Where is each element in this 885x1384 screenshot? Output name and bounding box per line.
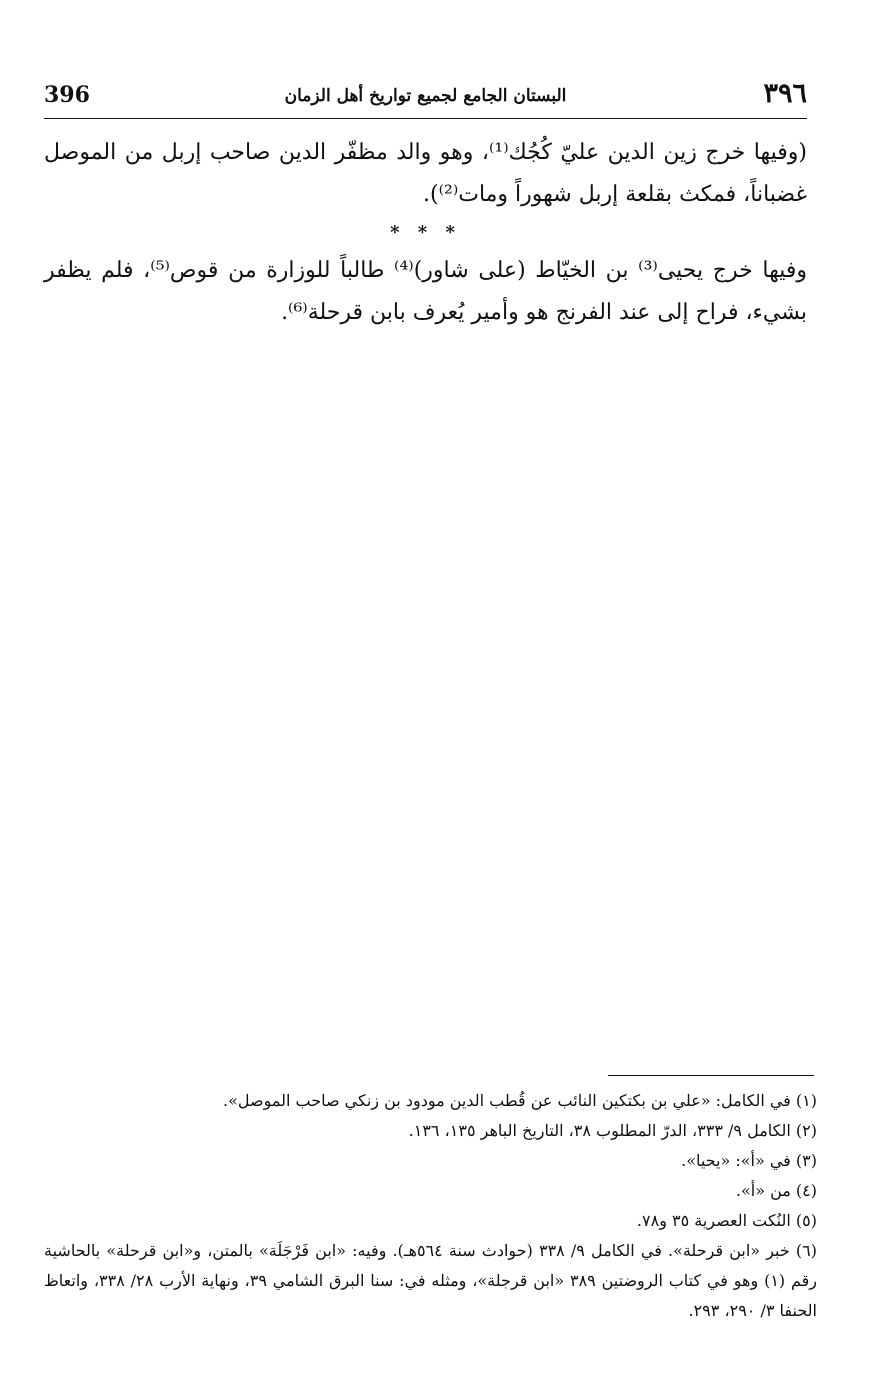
page-number-arabic: ٣٩٦ <box>763 78 807 109</box>
footnote-2: (٢) الكامل ٩/ ٣٣٣، الدرّ المطلوب ٣٨، التاريخ الباهر ١٣٥، ١٣٦. <box>408 1121 817 1140</box>
main-text <box>44 132 807 334</box>
section-separator: * * * <box>390 222 461 243</box>
page-header <box>44 78 807 112</box>
footnote-6: (٦) خبر «ابن قرحلة». في الكامل ٩/ ٣٣٨ (حوادث سنة ٥٦٤هـ). وفيه: «ابن فَرْجَلَة» بالمتن، و«ابن قرحلة» بالحاشية رقم (١) وهو في كتاب الروضتين ٣٨٩ «ابن قرجلة»، ومثله في: سنا البرق الشامي ٣٩، ونهاية الأرب ٢٨/ ٣٣٨، واتعاظ الحنفا ٣/ ٢٩٠، ٢٩٣. <box>44 1241 818 1320</box>
footnote-rule <box>608 1075 814 1076</box>
header-rule <box>44 118 807 119</box>
running-title: البستان الجامع لجميع تواريخ أهل الزمان <box>284 86 567 106</box>
footnote-1: (١) في الكامل: «علي بن بكتكين النائب عن قُطب الدين مودود بن زنكي صاحب الموصل». <box>223 1091 817 1110</box>
footnote-3: (٣) في «أ»: «يحيا». <box>681 1151 817 1170</box>
page-number-latin: 396 <box>44 82 90 108</box>
paragraph-kujuk: (وفيها خرج زين الدين عليّ كُجُك⁽¹⁾، وهو والد مظفّر الدين صاحب إربل من الموصل غضباناً، فمكث بقلعة إربل شهوراً ومات⁽²⁾). <box>44 140 807 207</box>
footnote-4: (٤) من «أ». <box>735 1181 817 1200</box>
footnotes <box>44 1086 817 1326</box>
paragraph-yahya: وفيها خرج يحيى⁽³⁾ بن الخيّاط (على شاور)⁽⁴⁾ طالباً للوزارة من قوص⁽⁵⁾، فلم يظفر بشيء، فراح إلى عند الفرنج هو وأمير يُعرف بابن قرحلة⁽⁶⁾. <box>44 258 807 325</box>
footnote-5: (٥) النُكت العصرية ٣٥ و٧٨. <box>636 1211 817 1230</box>
